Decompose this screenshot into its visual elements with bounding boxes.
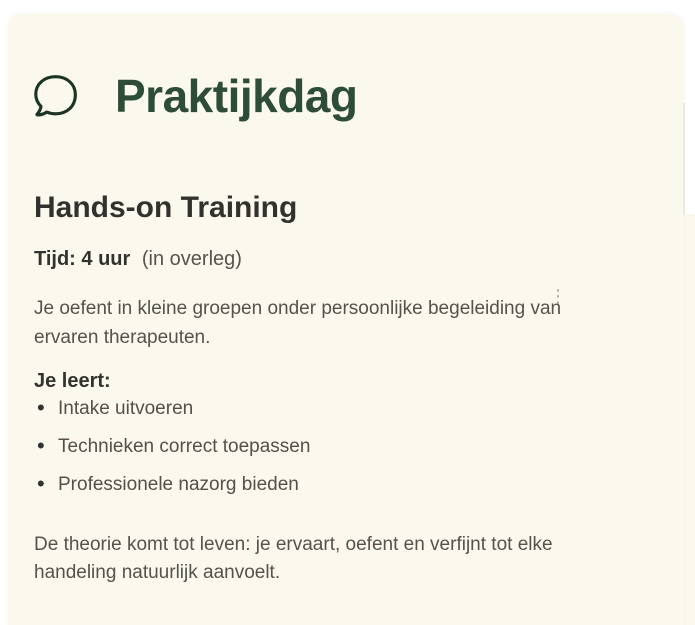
time-line bbox=[34, 246, 658, 272]
list-item: • Intake uitvoeren bbox=[34, 398, 658, 420]
card-header bbox=[29, 68, 658, 124]
list-item: • Technieken correct toepassen bbox=[34, 436, 658, 458]
intro-paragraph: Je oefent in kleine groepen onder persoonlijke begeleiding van ervaren therapeuten. bbox=[34, 298, 562, 348]
list-heading: Je leert: bbox=[34, 370, 111, 392]
speech-bubble-icon bbox=[29, 71, 79, 121]
learning-list bbox=[34, 398, 658, 496]
praktijkdag-card bbox=[8, 14, 684, 625]
outro-paragraph: De theorie komt tot leven: je ervaart, oefent en verfijnt tot elke handeling natuurlijk aanvoelt. bbox=[34, 534, 553, 583]
card-edge-artifact bbox=[683, 103, 685, 215]
card-title: Praktijkdag bbox=[115, 70, 358, 122]
time-value: Tijd: 4 uur bbox=[34, 248, 131, 270]
section-heading: Hands-on Training bbox=[34, 191, 298, 224]
list-item: • Professionele nazorg bieden bbox=[34, 474, 658, 496]
time-note: (in overleg) bbox=[141, 248, 242, 270]
vertical-ellipsis-icon: ⋮ bbox=[549, 286, 567, 307]
